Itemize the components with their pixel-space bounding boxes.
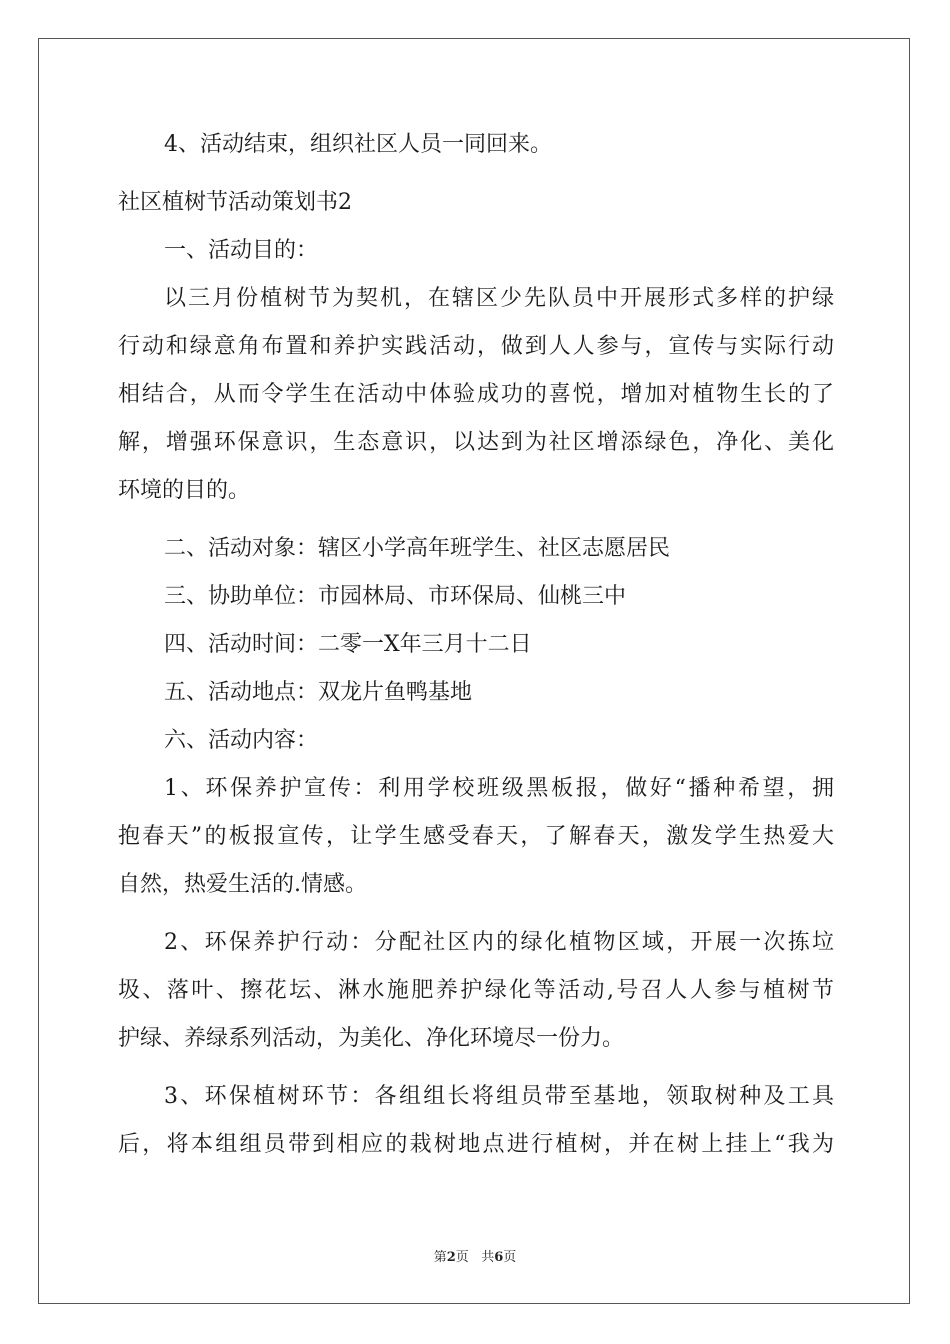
paragraph-line: 3、环保植树环节：各组组长将组员带至基地，领取树种及工具 bbox=[164, 1084, 834, 1109]
paragraph-line: 以三月份植树节为契机，在辖区少先队员中开展形式多样的护绿 bbox=[164, 286, 834, 311]
paragraph-line: 后，将本组组员带到相应的栽树地点进行植树，并在树上挂上“我为 bbox=[118, 1132, 834, 1157]
paragraph-line: 解，增强环保意识，生态意识，以达到为社区增添绿色，净化、美化 bbox=[118, 430, 834, 455]
page-frame bbox=[38, 38, 910, 1304]
heading-units: 三、协助单位：市园林局、市环保局、仙桃三中 bbox=[164, 584, 627, 609]
heading-content: 六、活动内容： bbox=[164, 728, 319, 753]
heading-target: 二、活动对象：辖区小学高年班学生、社区志愿居民 bbox=[164, 536, 671, 561]
footer-total-pages: 6 bbox=[494, 1250, 504, 1265]
footer-total-prefix: 共 bbox=[481, 1250, 495, 1265]
section-title: 社区植树节活动策划书2 bbox=[118, 190, 352, 215]
paragraph-line: 行动和绿意角布置和养护实践活动，做到人人参与，宣传与实际行动 bbox=[118, 334, 834, 359]
footer-page-suffix: 页 bbox=[455, 1250, 469, 1265]
paragraph-line: 4、活动结束，组织社区人员一同回来。 bbox=[164, 132, 552, 157]
heading-time: 四、活动时间：二零一X年三月十二日 bbox=[164, 632, 532, 657]
footer-page-number: 2 bbox=[446, 1250, 456, 1265]
heading-location: 五、活动地点：双龙片鱼鸭基地 bbox=[164, 680, 473, 705]
paragraph-line: 自然，热爱生活的.情感。 bbox=[118, 872, 367, 897]
footer-total-suffix: 页 bbox=[503, 1250, 517, 1265]
footer-prefix: 第 bbox=[433, 1250, 447, 1265]
paragraph-line: 护绿、养绿系列活动，为美化、净化环境尽一份力。 bbox=[118, 1026, 625, 1051]
page-footer bbox=[0, 1246, 950, 1265]
paragraph-line: 2、环保养护行动：分配社区内的绿化植物区域，开展一次拣垃 bbox=[164, 930, 834, 955]
heading-purpose: 一、活动目的： bbox=[164, 238, 319, 263]
paragraph-line: 环境的目的。 bbox=[118, 478, 251, 503]
paragraph-line: 圾、落叶、擦花坛、淋水施肥养护绿化等活动,号召人人参与植树节 bbox=[118, 978, 834, 1003]
paragraph-line: 相结合，从而令学生在活动中体验成功的喜悦，增加对植物生长的了 bbox=[118, 382, 834, 407]
paragraph-line: 1、环保养护宣传：利用学校班级黑板报，做好“播种希望，拥 bbox=[164, 776, 834, 801]
paragraph-line: 抱春天”的板报宣传，让学生感受春天，了解春天，激发学生热爱大 bbox=[118, 824, 834, 849]
